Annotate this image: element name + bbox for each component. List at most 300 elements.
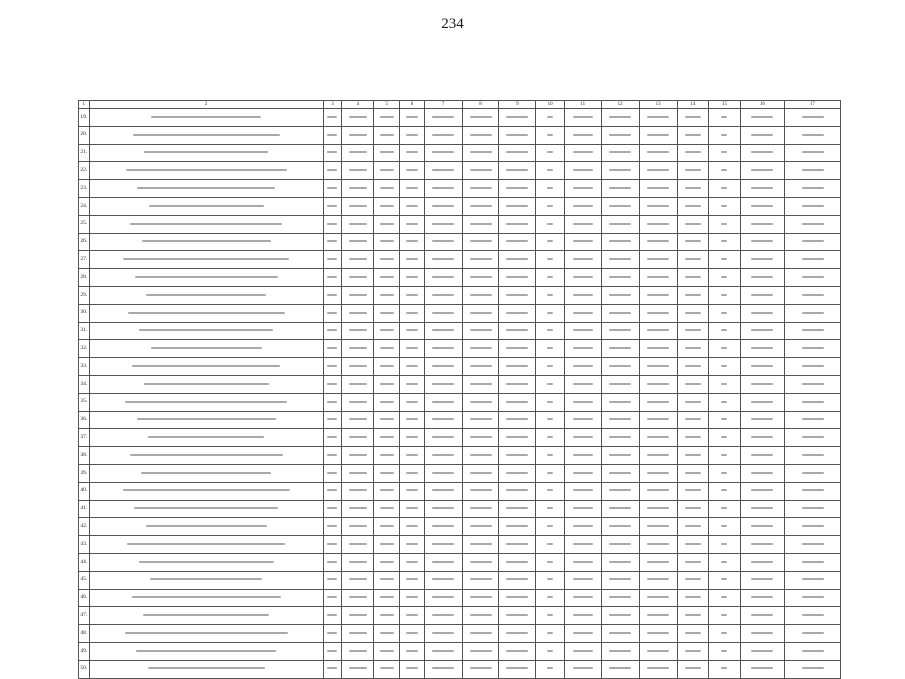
illegible-text-placeholder — [380, 329, 394, 331]
illegible-text-placeholder — [406, 401, 418, 403]
table-cell — [323, 571, 342, 589]
illegible-text-placeholder — [380, 507, 394, 509]
illegible-text-placeholder — [685, 418, 701, 420]
illegible-text-placeholder — [647, 632, 669, 634]
illegible-text-placeholder — [432, 365, 454, 367]
illegible-text-placeholder — [547, 276, 553, 278]
table-cell — [785, 304, 841, 322]
table-row — [79, 589, 841, 607]
column-header: 8 — [462, 101, 499, 109]
table-cell — [342, 553, 374, 571]
illegible-text-placeholder — [685, 276, 701, 278]
illegible-text-placeholder — [721, 347, 727, 349]
table-cell — [424, 144, 462, 162]
illegible-text-placeholder — [506, 134, 528, 136]
table-cell — [323, 589, 342, 607]
illegible-text-placeholder — [432, 578, 454, 580]
table-cell — [536, 126, 564, 144]
illegible-text-placeholder — [721, 276, 727, 278]
table-cell — [323, 144, 342, 162]
table-cell — [89, 660, 323, 678]
table-cell — [709, 162, 741, 180]
table-cell — [323, 286, 342, 304]
illegible-text-placeholder — [470, 312, 492, 314]
illegible-text-placeholder — [573, 596, 593, 598]
table-cell — [601, 286, 639, 304]
illegible-text-placeholder — [506, 507, 528, 509]
row-number: 32. — [79, 340, 90, 358]
table-cell — [499, 180, 536, 198]
table-cell — [499, 464, 536, 482]
table-cell — [536, 304, 564, 322]
illegible-text-placeholder — [721, 561, 727, 563]
table-cell — [323, 447, 342, 465]
table-cell — [89, 340, 323, 358]
illegible-text-placeholder — [573, 383, 593, 385]
table-cell — [323, 180, 342, 198]
table-cell — [536, 393, 564, 411]
illegible-text-placeholder — [802, 578, 824, 580]
table-cell — [564, 536, 601, 554]
table-cell — [462, 464, 499, 482]
illegible-text-placeholder — [721, 507, 727, 509]
table-cell — [740, 197, 784, 215]
illegible-text-placeholder — [132, 365, 280, 367]
illegible-text-placeholder — [751, 578, 773, 580]
illegible-text-placeholder — [432, 383, 454, 385]
table-cell — [323, 109, 342, 127]
illegible-text-placeholder — [470, 614, 492, 616]
table-cell — [374, 393, 400, 411]
illegible-text-placeholder — [573, 258, 593, 260]
table-cell — [639, 304, 677, 322]
illegible-text-placeholder — [647, 258, 669, 260]
illegible-text-placeholder — [432, 205, 454, 207]
illegible-text-placeholder — [506, 543, 528, 545]
illegible-text-placeholder — [349, 436, 367, 438]
illegible-text-placeholder — [139, 329, 273, 331]
illegible-text-placeholder — [506, 561, 528, 563]
illegible-text-placeholder — [432, 258, 454, 260]
table-cell — [536, 162, 564, 180]
illegible-text-placeholder — [647, 401, 669, 403]
table-cell — [740, 589, 784, 607]
table-cell — [740, 464, 784, 482]
row-number: 33. — [79, 358, 90, 376]
table-cell — [342, 322, 374, 340]
illegible-text-placeholder — [432, 436, 454, 438]
table-cell — [564, 269, 601, 287]
table-cell — [323, 375, 342, 393]
illegible-text-placeholder — [406, 134, 418, 136]
illegible-text-placeholder — [349, 650, 367, 652]
table-row — [79, 464, 841, 482]
illegible-text-placeholder — [685, 294, 701, 296]
table-cell — [499, 251, 536, 269]
table-cell — [400, 144, 424, 162]
illegible-text-placeholder — [380, 401, 394, 403]
table-cell — [499, 607, 536, 625]
illegible-text-placeholder — [380, 525, 394, 527]
illegible-text-placeholder — [406, 223, 418, 225]
table-cell — [400, 322, 424, 340]
table-row — [79, 375, 841, 393]
illegible-text-placeholder — [327, 169, 337, 171]
illegible-text-placeholder — [647, 454, 669, 456]
table-cell — [424, 536, 462, 554]
illegible-text-placeholder — [609, 578, 631, 580]
illegible-text-placeholder — [139, 561, 274, 563]
table-cell — [342, 215, 374, 233]
table-cell — [499, 322, 536, 340]
table-cell — [89, 269, 323, 287]
illegible-text-placeholder — [406, 507, 418, 509]
table-row — [79, 251, 841, 269]
table-cell — [89, 126, 323, 144]
table-cell — [400, 215, 424, 233]
illegible-text-placeholder — [506, 525, 528, 527]
illegible-text-placeholder — [349, 525, 367, 527]
table-cell — [400, 180, 424, 198]
illegible-text-placeholder — [609, 294, 631, 296]
illegible-text-placeholder — [685, 543, 701, 545]
illegible-text-placeholder — [609, 205, 631, 207]
table-cell — [374, 304, 400, 322]
table-cell — [639, 180, 677, 198]
illegible-text-placeholder — [406, 561, 418, 563]
table-cell — [323, 518, 342, 536]
table-cell — [785, 589, 841, 607]
illegible-text-placeholder — [470, 169, 492, 171]
illegible-text-placeholder — [802, 489, 824, 491]
table-cell — [639, 393, 677, 411]
table-cell — [564, 304, 601, 322]
table-cell — [374, 233, 400, 251]
illegible-text-placeholder — [406, 258, 418, 260]
table-cell — [342, 197, 374, 215]
illegible-text-placeholder — [327, 258, 337, 260]
table-cell — [424, 642, 462, 660]
illegible-text-placeholder — [349, 258, 367, 260]
illegible-text-placeholder — [327, 436, 337, 438]
table-cell — [536, 411, 564, 429]
illegible-text-placeholder — [609, 223, 631, 225]
illegible-text-placeholder — [406, 365, 418, 367]
illegible-text-placeholder — [349, 578, 367, 580]
illegible-text-placeholder — [547, 347, 553, 349]
row-number: 24. — [79, 197, 90, 215]
table-cell — [601, 269, 639, 287]
table-cell — [424, 464, 462, 482]
table-cell — [424, 589, 462, 607]
illegible-text-placeholder — [349, 401, 367, 403]
illegible-text-placeholder — [609, 489, 631, 491]
table-cell — [639, 411, 677, 429]
illegible-text-placeholder — [547, 667, 553, 669]
table-cell — [462, 340, 499, 358]
illegible-text-placeholder — [573, 134, 593, 136]
table-cell — [709, 660, 741, 678]
table-cell — [709, 607, 741, 625]
row-number: 44. — [79, 553, 90, 571]
illegible-text-placeholder — [470, 507, 492, 509]
table-cell — [499, 269, 536, 287]
table-cell — [424, 286, 462, 304]
illegible-text-placeholder — [380, 472, 394, 474]
illegible-text-placeholder — [327, 667, 337, 669]
illegible-text-placeholder — [470, 436, 492, 438]
illegible-text-placeholder — [802, 650, 824, 652]
illegible-text-placeholder — [506, 365, 528, 367]
illegible-text-placeholder — [647, 276, 669, 278]
table-cell — [639, 109, 677, 127]
illegible-text-placeholder — [432, 525, 454, 527]
illegible-text-placeholder — [349, 472, 367, 474]
table-cell — [564, 464, 601, 482]
table-cell — [462, 571, 499, 589]
illegible-text-placeholder — [647, 223, 669, 225]
illegible-text-placeholder — [406, 347, 418, 349]
table-cell — [462, 180, 499, 198]
table-cell — [639, 589, 677, 607]
illegible-text-placeholder — [721, 614, 727, 616]
table-cell — [639, 571, 677, 589]
illegible-text-placeholder — [406, 543, 418, 545]
table-cell — [374, 215, 400, 233]
row-number: 27. — [79, 251, 90, 269]
table-cell — [342, 162, 374, 180]
table-cell — [424, 340, 462, 358]
illegible-text-placeholder — [406, 240, 418, 242]
table-cell — [462, 429, 499, 447]
illegible-text-placeholder — [573, 578, 593, 580]
table-cell — [424, 215, 462, 233]
row-number: 49. — [79, 642, 90, 660]
illegible-text-placeholder — [506, 116, 528, 118]
illegible-text-placeholder — [685, 454, 701, 456]
illegible-text-placeholder — [685, 525, 701, 527]
page-number: 234 — [441, 16, 464, 32]
table-cell — [601, 340, 639, 358]
illegible-text-placeholder — [721, 401, 727, 403]
illegible-text-placeholder — [647, 294, 669, 296]
illegible-text-placeholder — [751, 667, 773, 669]
illegible-text-placeholder — [685, 401, 701, 403]
table-cell — [89, 536, 323, 554]
table-cell — [89, 109, 323, 127]
illegible-text-placeholder — [647, 312, 669, 314]
table-cell — [374, 126, 400, 144]
illegible-text-placeholder — [380, 187, 394, 189]
illegible-text-placeholder — [609, 187, 631, 189]
row-number: 42. — [79, 518, 90, 536]
table-cell — [424, 553, 462, 571]
table-cell — [323, 500, 342, 518]
illegible-text-placeholder — [685, 223, 701, 225]
illegible-text-placeholder — [432, 489, 454, 491]
table-cell — [323, 607, 342, 625]
table-cell — [499, 429, 536, 447]
row-number: 29. — [79, 286, 90, 304]
table-cell — [709, 429, 741, 447]
illegible-text-placeholder — [506, 614, 528, 616]
table-cell — [400, 109, 424, 127]
table-cell — [536, 375, 564, 393]
illegible-text-placeholder — [327, 525, 337, 527]
illegible-text-placeholder — [647, 169, 669, 171]
table-cell — [424, 660, 462, 678]
table-cell — [89, 607, 323, 625]
table-row — [79, 536, 841, 554]
table-cell — [374, 411, 400, 429]
table-cell — [740, 269, 784, 287]
table-cell — [499, 482, 536, 500]
table-cell — [462, 251, 499, 269]
illegible-text-placeholder — [573, 454, 593, 456]
illegible-text-placeholder — [685, 347, 701, 349]
table-cell — [677, 144, 709, 162]
table-cell — [400, 553, 424, 571]
table-cell — [677, 197, 709, 215]
table-cell — [677, 340, 709, 358]
illegible-text-placeholder — [721, 578, 727, 580]
table-cell — [462, 375, 499, 393]
table-cell — [677, 660, 709, 678]
table-cell — [536, 286, 564, 304]
illegible-text-placeholder — [547, 436, 553, 438]
table-cell — [536, 571, 564, 589]
column-header: 13 — [639, 101, 677, 109]
illegible-text-placeholder — [406, 205, 418, 207]
table-cell — [677, 553, 709, 571]
illegible-text-placeholder — [506, 454, 528, 456]
table-cell — [323, 215, 342, 233]
illegible-text-placeholder — [802, 312, 824, 314]
illegible-text-placeholder — [380, 205, 394, 207]
illegible-text-placeholder — [721, 383, 727, 385]
table-cell — [89, 447, 323, 465]
illegible-text-placeholder — [432, 240, 454, 242]
table-cell — [374, 197, 400, 215]
table-cell — [709, 269, 741, 287]
illegible-text-placeholder — [685, 383, 701, 385]
table-cell — [462, 447, 499, 465]
illegible-text-placeholder — [327, 276, 337, 278]
illegible-text-placeholder — [802, 347, 824, 349]
table-cell — [89, 571, 323, 589]
column-header: 7 — [424, 101, 462, 109]
illegible-text-placeholder — [432, 169, 454, 171]
table-cell — [709, 144, 741, 162]
column-header: 9 — [499, 101, 536, 109]
table-row — [79, 500, 841, 518]
illegible-text-placeholder — [406, 169, 418, 171]
illegible-text-placeholder — [802, 294, 824, 296]
illegible-text-placeholder — [506, 596, 528, 598]
illegible-text-placeholder — [406, 294, 418, 296]
illegible-text-placeholder — [573, 240, 593, 242]
illegible-text-placeholder — [380, 276, 394, 278]
illegible-text-placeholder — [721, 329, 727, 331]
table-cell — [709, 482, 741, 500]
illegible-text-placeholder — [470, 596, 492, 598]
illegible-text-placeholder — [685, 134, 701, 136]
table-cell — [424, 447, 462, 465]
illegible-text-placeholder — [802, 365, 824, 367]
illegible-text-placeholder — [133, 134, 280, 136]
table-cell — [709, 536, 741, 554]
table-cell — [677, 126, 709, 144]
table-cell — [499, 571, 536, 589]
row-number: 43. — [79, 536, 90, 554]
table-cell — [462, 197, 499, 215]
table-cell — [564, 358, 601, 376]
table-cell — [677, 322, 709, 340]
illegible-text-placeholder — [349, 169, 367, 171]
table-cell — [709, 393, 741, 411]
table-cell — [740, 500, 784, 518]
illegible-text-placeholder — [685, 507, 701, 509]
illegible-text-placeholder — [349, 543, 367, 545]
illegible-text-placeholder — [751, 312, 773, 314]
table-cell — [89, 375, 323, 393]
illegible-text-placeholder — [136, 650, 276, 652]
illegible-text-placeholder — [647, 650, 669, 652]
table-cell — [677, 642, 709, 660]
illegible-text-placeholder — [349, 383, 367, 385]
table-cell — [323, 536, 342, 554]
illegible-text-placeholder — [685, 596, 701, 598]
table-cell — [499, 536, 536, 554]
table-cell — [601, 429, 639, 447]
table-row — [79, 571, 841, 589]
table-cell — [601, 162, 639, 180]
illegible-text-placeholder — [327, 543, 337, 545]
illegible-text-placeholder — [547, 205, 553, 207]
illegible-text-placeholder — [547, 329, 553, 331]
illegible-text-placeholder — [685, 151, 701, 153]
illegible-text-placeholder — [130, 223, 282, 225]
table-cell — [323, 251, 342, 269]
illegible-text-placeholder — [573, 525, 593, 527]
table-cell — [785, 286, 841, 304]
table-cell — [785, 197, 841, 215]
table-cell — [374, 589, 400, 607]
table-cell — [785, 429, 841, 447]
table-cell — [564, 286, 601, 304]
illegible-text-placeholder — [143, 614, 269, 616]
table-cell — [89, 482, 323, 500]
table-cell — [323, 553, 342, 571]
table-cell — [564, 393, 601, 411]
table-cell — [342, 340, 374, 358]
illegible-text-placeholder — [573, 312, 593, 314]
illegible-text-placeholder — [721, 151, 727, 153]
illegible-text-placeholder — [432, 294, 454, 296]
illegible-text-placeholder — [802, 418, 824, 420]
illegible-text-placeholder — [349, 418, 367, 420]
illegible-text-placeholder — [349, 561, 367, 563]
table-cell — [677, 464, 709, 482]
table-cell — [400, 607, 424, 625]
illegible-text-placeholder — [506, 169, 528, 171]
illegible-text-placeholder — [349, 507, 367, 509]
table-cell — [424, 180, 462, 198]
illegible-text-placeholder — [751, 507, 773, 509]
table-cell — [400, 393, 424, 411]
row-number: 31. — [79, 322, 90, 340]
illegible-text-placeholder — [432, 312, 454, 314]
